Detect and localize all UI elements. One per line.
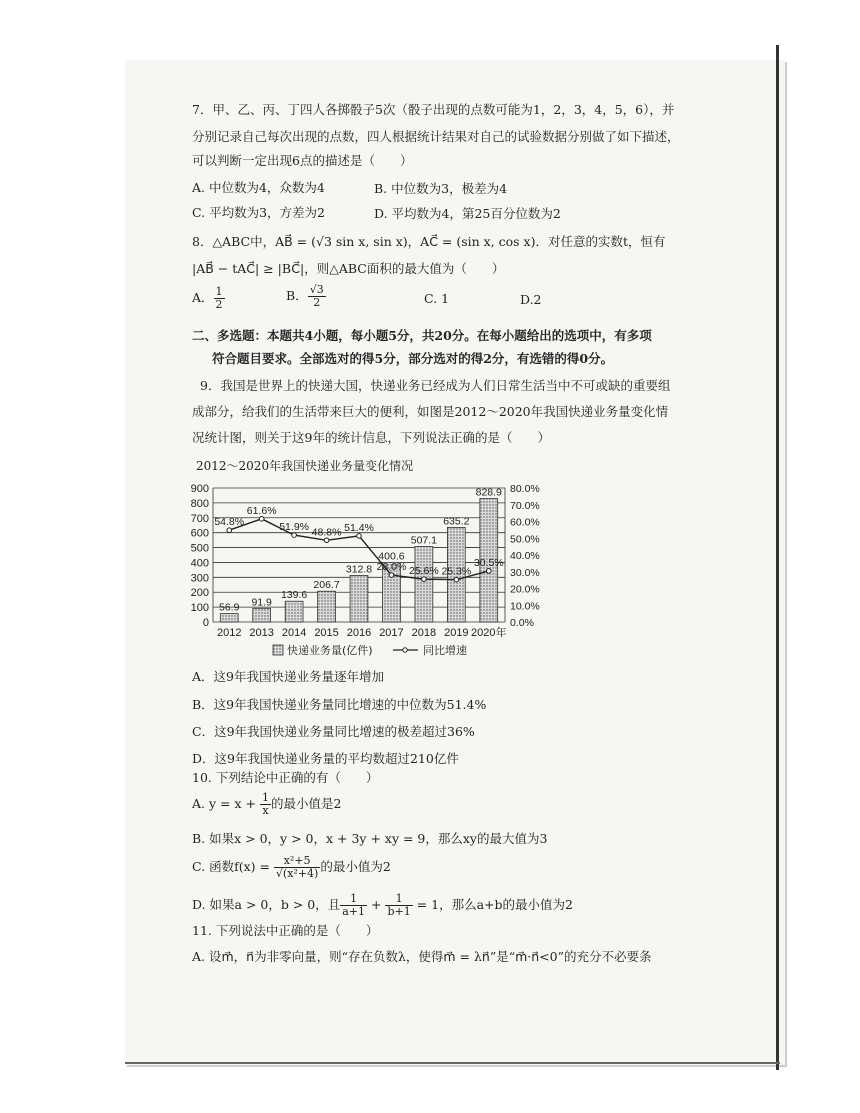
q10-option-a-denominator: x (262, 804, 269, 817)
q9-line1: 9．我国是世界上的快递大国，快递业务已经成为人们日常生活当中不可或缺的重要组 (200, 378, 671, 393)
q10-option-d-numerator2: 1 (385, 893, 412, 906)
q7-option-d: D. 平均数为4，第25百分位数为2 (374, 206, 561, 221)
right-tick-label: 0.0% (510, 617, 534, 629)
q9-option-b: B．这9年我国快递业务量同比增速的中位数为51.4% (192, 697, 487, 712)
q8-option-d: D.2 (520, 292, 542, 307)
right-tick-label: 40.0% (510, 550, 540, 562)
growth-value-label: 25.6% (408, 565, 439, 578)
q9-option-a: A．这9年我国快递业务量逐年增加 (192, 669, 384, 684)
legend-bar-swatch (273, 645, 283, 655)
growth-value-label: 25.3% (441, 565, 472, 578)
category-label: 2012 (216, 627, 242, 639)
q11-line0: 11. 下列说法中正确的是（ ） (192, 923, 379, 938)
q10-option-c-numerator: x²+5 (274, 855, 320, 868)
left-tick-label: 600 (190, 527, 209, 540)
section2-line1: 二、多选题：本题共4小题，每小题5分，共20分。在每小题给出的选项中，有多项 (192, 328, 652, 343)
right-tick-label: 50.0% (510, 533, 540, 546)
bar-value-label: 206.7 (313, 579, 340, 592)
q10-option-c-pre: C. 函数f(x) = (192, 859, 274, 874)
category-label: 2016 (346, 627, 372, 639)
bar-value-label: 139.6 (280, 589, 308, 602)
q8-option-b-denominator: 2 (313, 296, 321, 309)
q7-option-c: C. 平均数为3，方差为2 (192, 205, 325, 220)
q10-option-c-denominator: √(x²+4) (275, 867, 319, 880)
legend-line-label: 同比增速 (423, 644, 467, 657)
right-tick-label: 80.0% (510, 483, 540, 495)
bar (350, 575, 368, 622)
q10-option-d-numerator1: 1 (340, 893, 367, 906)
growth-point (292, 533, 297, 538)
bar-value-label: 91.9 (251, 596, 272, 609)
q10-option-d-plus: + (367, 897, 386, 912)
growth-point (454, 577, 459, 582)
growth-value-label: 51.4% (344, 521, 374, 534)
q7-option-a: A. 中位数为4，众数为4 (192, 180, 325, 195)
growth-point (357, 534, 362, 539)
q9-line3: 况统计图，则关于这9年的统计信息，下列说法正确的是（ ） (192, 430, 550, 445)
category-label: 2013 (249, 627, 274, 639)
express-volume-chart (180, 474, 560, 664)
category-label: 2020年 (471, 627, 507, 639)
bar-value-label: 635.2 (443, 515, 470, 528)
left-tick-label: 900 (190, 483, 209, 495)
q10-option-c-post: 的最小值为2 (320, 859, 391, 874)
left-tick-label: 800 (190, 497, 209, 510)
q7-option-b: B. 中位数为3，极差为4 (374, 181, 508, 196)
q8-option-b-numerator: √3 (309, 283, 324, 296)
left-tick-label: 300 (190, 572, 209, 585)
growth-point (486, 569, 491, 574)
left-tick-label: 700 (190, 512, 209, 525)
q10-option-d (192, 893, 573, 918)
q9-line2: 成部分，给我们的生活带来巨大的便利，如图是2012～2020年我国快递业务量变化情 (192, 404, 669, 419)
growth-point (227, 528, 232, 533)
q10-option-a-post: 的最小值是2 (270, 796, 342, 811)
left-tick-label: 0 (202, 617, 209, 629)
q8-line1: 8．△ABC中，AB⃗ = (√3 sin x, sin x)，AC⃗ = (sin x, cos x)．对任意的实数t，恒有 (192, 234, 666, 249)
growth-value-label: 51.9% (279, 521, 310, 534)
bar (253, 608, 271, 622)
q8-option-b (286, 284, 326, 309)
growth-point (259, 517, 264, 522)
q10-option-b: B. 如果x > 0，y > 0，x + 3y + xy = 9，那么xy的最大值为3 (192, 831, 548, 846)
q8-line2: |AB⃗ − tAC⃗| ≥ |BC⃗|，则△ABC面积的最大值为（ ） (192, 261, 505, 276)
q8-option-b-label: B． (286, 288, 308, 303)
growth-value-label: 28.0% (376, 561, 407, 574)
bar (285, 601, 303, 622)
growth-point (324, 538, 329, 543)
bar-value-label: 507.1 (410, 534, 438, 547)
bar (220, 614, 238, 622)
q10-option-d-post: = 1，那么a+b的最小值为2 (412, 897, 573, 912)
q10-line0: 10. 下列结论中正确的有（ ） (192, 770, 379, 785)
left-tick-label: 100 (190, 602, 209, 615)
section2-line2: 符合题目要求。全部选对的得5分，部分选对的得2分，有选错的得0分。 (212, 351, 614, 366)
bar-value-label: 56.9 (219, 601, 240, 614)
bar (415, 546, 433, 622)
bar-value-label: 400.6 (378, 550, 405, 563)
left-tick-label: 200 (190, 587, 209, 600)
q7-line3: 可以判断一定出现6点的描述是（ ） (192, 153, 413, 168)
category-label: 2018 (411, 627, 437, 639)
paper-bottom-edge (125, 1062, 780, 1064)
legend-bar-label: 快递业务量(亿件) (287, 644, 373, 657)
paper-edge-shadow (776, 45, 779, 1070)
chart-legend (273, 643, 467, 657)
growth-point (389, 573, 394, 578)
category-label: 2014 (281, 627, 307, 639)
q8-option-c: C. 1 (424, 291, 450, 306)
q10-option-a-pre: A. y = x + (192, 796, 260, 811)
q8-option-a-denominator: 2 (215, 298, 223, 311)
q11-option-a: A. 设m⃗，n⃗为非零向量，则“存在负数λ，使得m⃗ = λn⃗”是“m⃗·n⃗<0”的充分不必要条 (192, 949, 652, 964)
q7-line2: 分别记录自己每次出现的点数，四人根据统计结果对自己的试验数据分别做了如下描述， (192, 129, 680, 144)
bar (318, 591, 336, 622)
left-tick-label: 400 (190, 557, 209, 570)
q8-option-a-numerator: 1 (215, 285, 223, 298)
left-tick-label: 500 (190, 542, 209, 555)
q10-option-d-denominator1: a+1 (342, 905, 366, 918)
q10-option-d-denominator2: b+1 (387, 905, 411, 918)
q7-line1: 7．甲、乙、丙、丁四人各掷骰子5次（骰子出现的点数可能为1，2，3，4，5，6），并 (192, 102, 675, 117)
q10-option-a (192, 792, 341, 817)
right-tick-label: 70.0% (510, 499, 540, 512)
growth-value-label: 54.8% (214, 516, 245, 529)
right-tick-label: 30.0% (510, 566, 540, 579)
q9-option-c: C．这9年我国快递业务量同比增速的极差超过36% (192, 724, 475, 739)
category-label: 2017 (379, 627, 404, 639)
growth-value-label: 30.5% (473, 556, 504, 569)
growth-point (422, 577, 427, 582)
chart-title: 2012～2020年我国快递业务量变化情况 (196, 459, 414, 473)
q10-option-c (192, 855, 391, 880)
right-tick-label: 20.0% (510, 583, 540, 596)
q9-option-d: D．这9年我国快递业务量的平均数超过210亿件 (192, 751, 459, 766)
q8-option-a (192, 286, 225, 311)
q10-option-a-numerator: 1 (261, 791, 269, 804)
q10-option-d-pre: D. 如果a > 0，b > 0，且 (192, 897, 341, 912)
right-tick-label: 60.0% (510, 516, 540, 529)
legend-line-marker (403, 648, 407, 652)
bar-value-label: 312.8 (345, 563, 373, 576)
growth-value-label: 61.6% (246, 504, 277, 517)
q8-option-a-label: A． (192, 290, 214, 305)
right-tick-label: 10.0% (510, 600, 540, 613)
bar-value-label: 828.9 (475, 486, 502, 499)
growth-value-label: 48.8% (311, 526, 342, 539)
category-label: 2015 (314, 627, 339, 639)
category-label: 2019 (444, 627, 469, 639)
